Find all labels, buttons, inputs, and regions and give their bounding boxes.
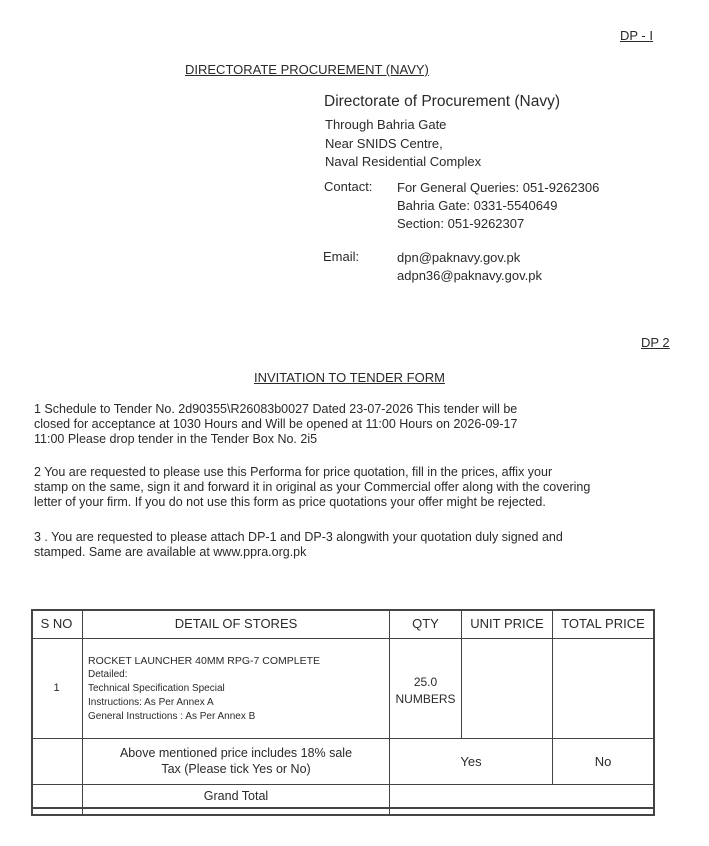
paragraph-1-line-1: 1 Schedule to Tender No. 2d90355\R26083b0027 Dated 23-07-2026 This tender will be [34,402,518,416]
paragraph-1 [34,402,678,447]
contact-section: Section: 051-9262307 [397,216,525,231]
contact-label: Contact: [324,179,373,194]
tax-yes-option[interactable]: Yes [460,754,482,769]
org-name: Directorate of Procurement (Navy) [324,93,561,110]
email-1: dpn@paknavy.gov.pk [397,250,521,265]
item-name: ROCKET LAUNCHER 40MM RPG-7 COMPLETE [88,655,321,667]
paragraph-2-line-1: 2 You are requested to please use this Performa for price quotation, fill in the prices, affix your [34,465,553,479]
dp1-reference: DP - I [620,28,653,43]
table-border-right [653,609,655,816]
total-price-input[interactable] [553,639,653,738]
paragraph-2-line-3: letter of your firm. If you do not use this form as price quotations your offer might be rejected. [34,495,546,509]
table-col-divider-2 [389,609,390,816]
unit-price-input[interactable] [462,639,552,738]
address-line-1: Through Bahria Gate [325,117,447,132]
main-heading: DIRECTORATE PROCUREMENT (NAVY) [185,62,429,77]
row-1-sno: 1 [53,682,60,694]
item-detailed-label: Detailed: [88,669,128,680]
form-title: INVITATION TO TENDER FORM [254,370,445,385]
grand-total-label: Grand Total [203,788,269,803]
paragraph-2 [34,465,678,510]
dp2-reference: DP 2 [641,335,670,350]
address-line-2: Near SNIDS Centre, [325,136,443,151]
contact-bahria-gate: Bahria Gate: 0331-5540649 [397,198,558,213]
email-label: Email: [323,249,360,264]
paragraph-1-line-2: closed for acceptance at 1030 Hours and Will be opened at 11:00 Hours on 2026-09-17 [34,417,518,431]
header-unit-price: UNIT PRICE [470,616,544,631]
qty-unit: NUMBERS [395,692,456,706]
table-grand-total-line [31,807,655,809]
qty-value: 25.0 [413,675,438,689]
header-detail-of-stores: DETAIL OF STORES [174,616,298,631]
paragraph-1-line-3: 11:00 Please drop tender in the Tender Box No. 2i5 [34,432,318,446]
contact-general-queries: For General Queries: 051-9262306 [397,180,600,195]
tax-label-line-2: Tax (Please tick Yes or No) [161,762,311,776]
table-border-bottom [31,814,655,816]
paragraph-3-line-2: stamped. Same are available at www.ppra.org.pk [34,545,307,559]
header-total-price: TOTAL PRICE [561,616,645,631]
item-general-instructions: General Instructions : As Per Annex B [88,711,256,722]
paragraph-3 [34,530,678,560]
paragraph-3-line-1: 3 . You are requested to please attach DP-1 and DP-3 alongwith your quotation duly signed and [34,530,563,544]
header-qty: QTY [412,616,439,631]
price-table [31,609,655,816]
address-line-3: Naval Residential Complex [325,154,482,169]
header-sno: S NO [40,616,73,631]
email-2: adpn36@paknavy.gov.pk [397,268,542,283]
tax-label-line-1: Above mentioned price includes 18% sale [119,746,353,760]
paragraph-2-line-2: stamp on the same, sign it and forward it in original as your Commercial offer along with the covering [34,480,591,494]
item-technical-spec: Technical Specification Special [88,683,225,694]
tax-no-option[interactable]: No [594,754,612,769]
item-instructions: Instructions: As Per Annex A [88,697,214,708]
